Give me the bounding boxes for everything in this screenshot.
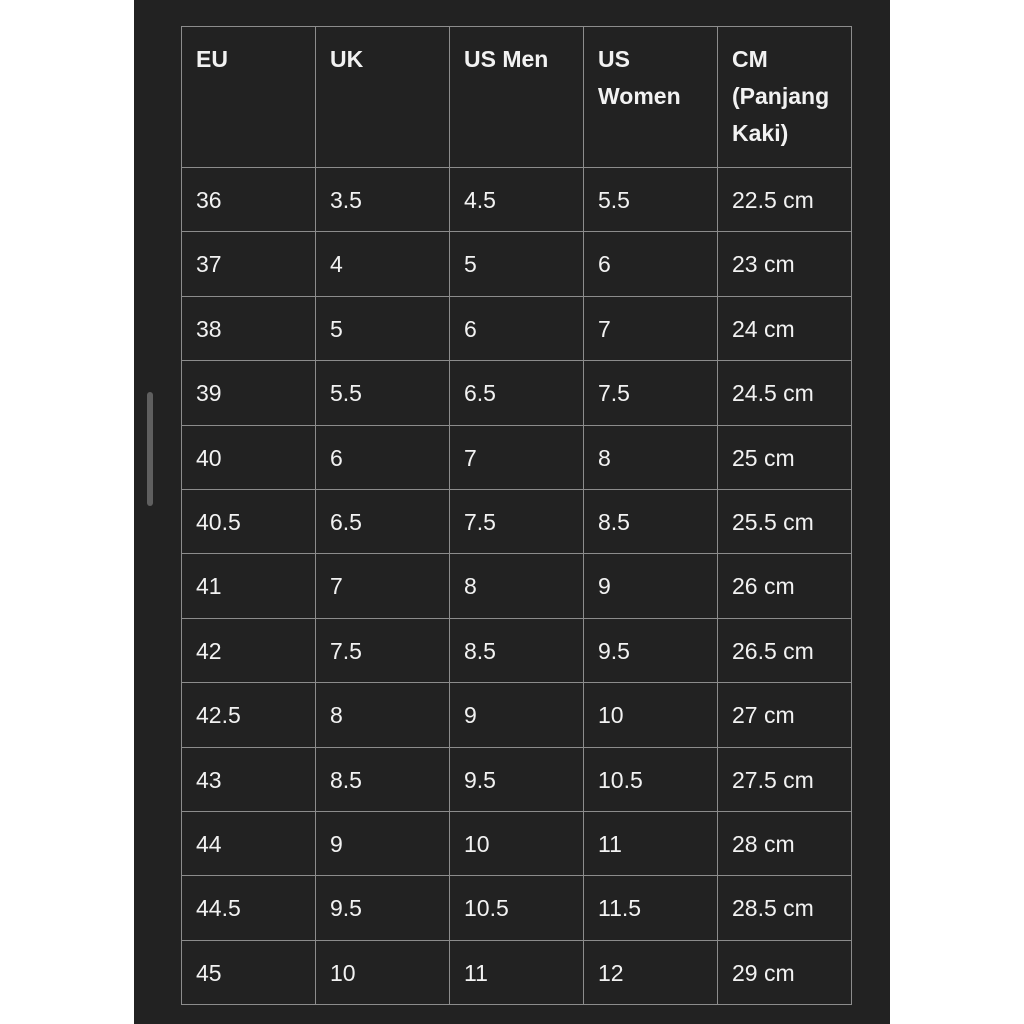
- cell-uk: 6: [316, 425, 450, 489]
- cell-us-men: 10.5: [450, 876, 584, 940]
- cell-us-women: 10.5: [584, 747, 718, 811]
- cell-eu: 39: [182, 361, 316, 425]
- cell-cm: 28.5 cm: [718, 876, 852, 940]
- size-chart-table: [181, 26, 852, 1005]
- cell-eu: 40.5: [182, 489, 316, 553]
- cell-uk: 8.5: [316, 747, 450, 811]
- cell-eu: 40: [182, 425, 316, 489]
- cell-uk: 4: [316, 232, 450, 296]
- cell-eu: 44: [182, 811, 316, 875]
- cell-us-women: 7: [584, 296, 718, 360]
- cell-uk: 9.5: [316, 876, 450, 940]
- image-viewer: [134, 0, 890, 1024]
- cell-us-men: 10: [450, 811, 584, 875]
- cell-eu: 41: [182, 554, 316, 618]
- cell-eu: 38: [182, 296, 316, 360]
- cell-us-men: 7: [450, 425, 584, 489]
- cell-cm: 26.5 cm: [718, 618, 852, 682]
- cell-us-women: 9.5: [584, 618, 718, 682]
- cell-us-women: 11.5: [584, 876, 718, 940]
- table-row: [182, 489, 852, 553]
- cell-eu: 42.5: [182, 683, 316, 747]
- cell-cm: 25 cm: [718, 425, 852, 489]
- cell-us-women: 11: [584, 811, 718, 875]
- cell-us-men: 9.5: [450, 747, 584, 811]
- cell-us-men: 7.5: [450, 489, 584, 553]
- cell-cm: 24 cm: [718, 296, 852, 360]
- cell-us-men: 5: [450, 232, 584, 296]
- table-row: [182, 232, 852, 296]
- cell-cm: 24.5 cm: [718, 361, 852, 425]
- cell-us-men: 11: [450, 940, 584, 1004]
- cell-uk: 7.5: [316, 618, 450, 682]
- table-row: [182, 425, 852, 489]
- cell-us-women: 12: [584, 940, 718, 1004]
- cell-us-women: 8: [584, 425, 718, 489]
- cell-cm: 22.5 cm: [718, 168, 852, 232]
- table-row: [182, 940, 852, 1004]
- header-row: [182, 27, 852, 168]
- cell-us-men: 8: [450, 554, 584, 618]
- cell-uk: 6.5: [316, 489, 450, 553]
- cell-us-men: 9: [450, 683, 584, 747]
- cell-us-men: 8.5: [450, 618, 584, 682]
- cell-uk: 5.5: [316, 361, 450, 425]
- cell-us-women: 5.5: [584, 168, 718, 232]
- cell-cm: 27.5 cm: [718, 747, 852, 811]
- table-row: [182, 618, 852, 682]
- cell-us-women: 8.5: [584, 489, 718, 553]
- cell-cm: 25.5 cm: [718, 489, 852, 553]
- size-rows: [182, 168, 852, 1005]
- table-row: [182, 811, 852, 875]
- cell-us-women: 7.5: [584, 361, 718, 425]
- header-us-women: US Women: [584, 27, 718, 168]
- cell-us-men: 6.5: [450, 361, 584, 425]
- cell-uk: 5: [316, 296, 450, 360]
- cell-eu: 37: [182, 232, 316, 296]
- header-uk: UK: [316, 27, 450, 168]
- header-eu: EU: [182, 27, 316, 168]
- cell-eu: 45: [182, 940, 316, 1004]
- cell-eu: 42: [182, 618, 316, 682]
- cell-cm: 27 cm: [718, 683, 852, 747]
- cell-us-men: 6: [450, 296, 584, 360]
- cell-uk: 9: [316, 811, 450, 875]
- scroll-handle[interactable]: [147, 392, 153, 506]
- cell-cm: 26 cm: [718, 554, 852, 618]
- table-row: [182, 168, 852, 232]
- cell-eu: 43: [182, 747, 316, 811]
- cell-eu: 44.5: [182, 876, 316, 940]
- header-cm: CM (Panjang Kaki): [718, 27, 852, 168]
- cell-eu: 36: [182, 168, 316, 232]
- header-us-men: US Men: [450, 27, 584, 168]
- cell-us-women: 9: [584, 554, 718, 618]
- cell-cm: 28 cm: [718, 811, 852, 875]
- table-row: [182, 876, 852, 940]
- cell-cm: 23 cm: [718, 232, 852, 296]
- table-row: [182, 554, 852, 618]
- cell-uk: 7: [316, 554, 450, 618]
- cell-us-women: 6: [584, 232, 718, 296]
- cell-us-women: 10: [584, 683, 718, 747]
- cell-us-men: 4.5: [450, 168, 584, 232]
- cell-uk: 3.5: [316, 168, 450, 232]
- table-row: [182, 361, 852, 425]
- table-row: [182, 683, 852, 747]
- cell-cm: 29 cm: [718, 940, 852, 1004]
- cell-uk: 10: [316, 940, 450, 1004]
- cell-uk: 8: [316, 683, 450, 747]
- table-row: [182, 747, 852, 811]
- table-row: [182, 296, 852, 360]
